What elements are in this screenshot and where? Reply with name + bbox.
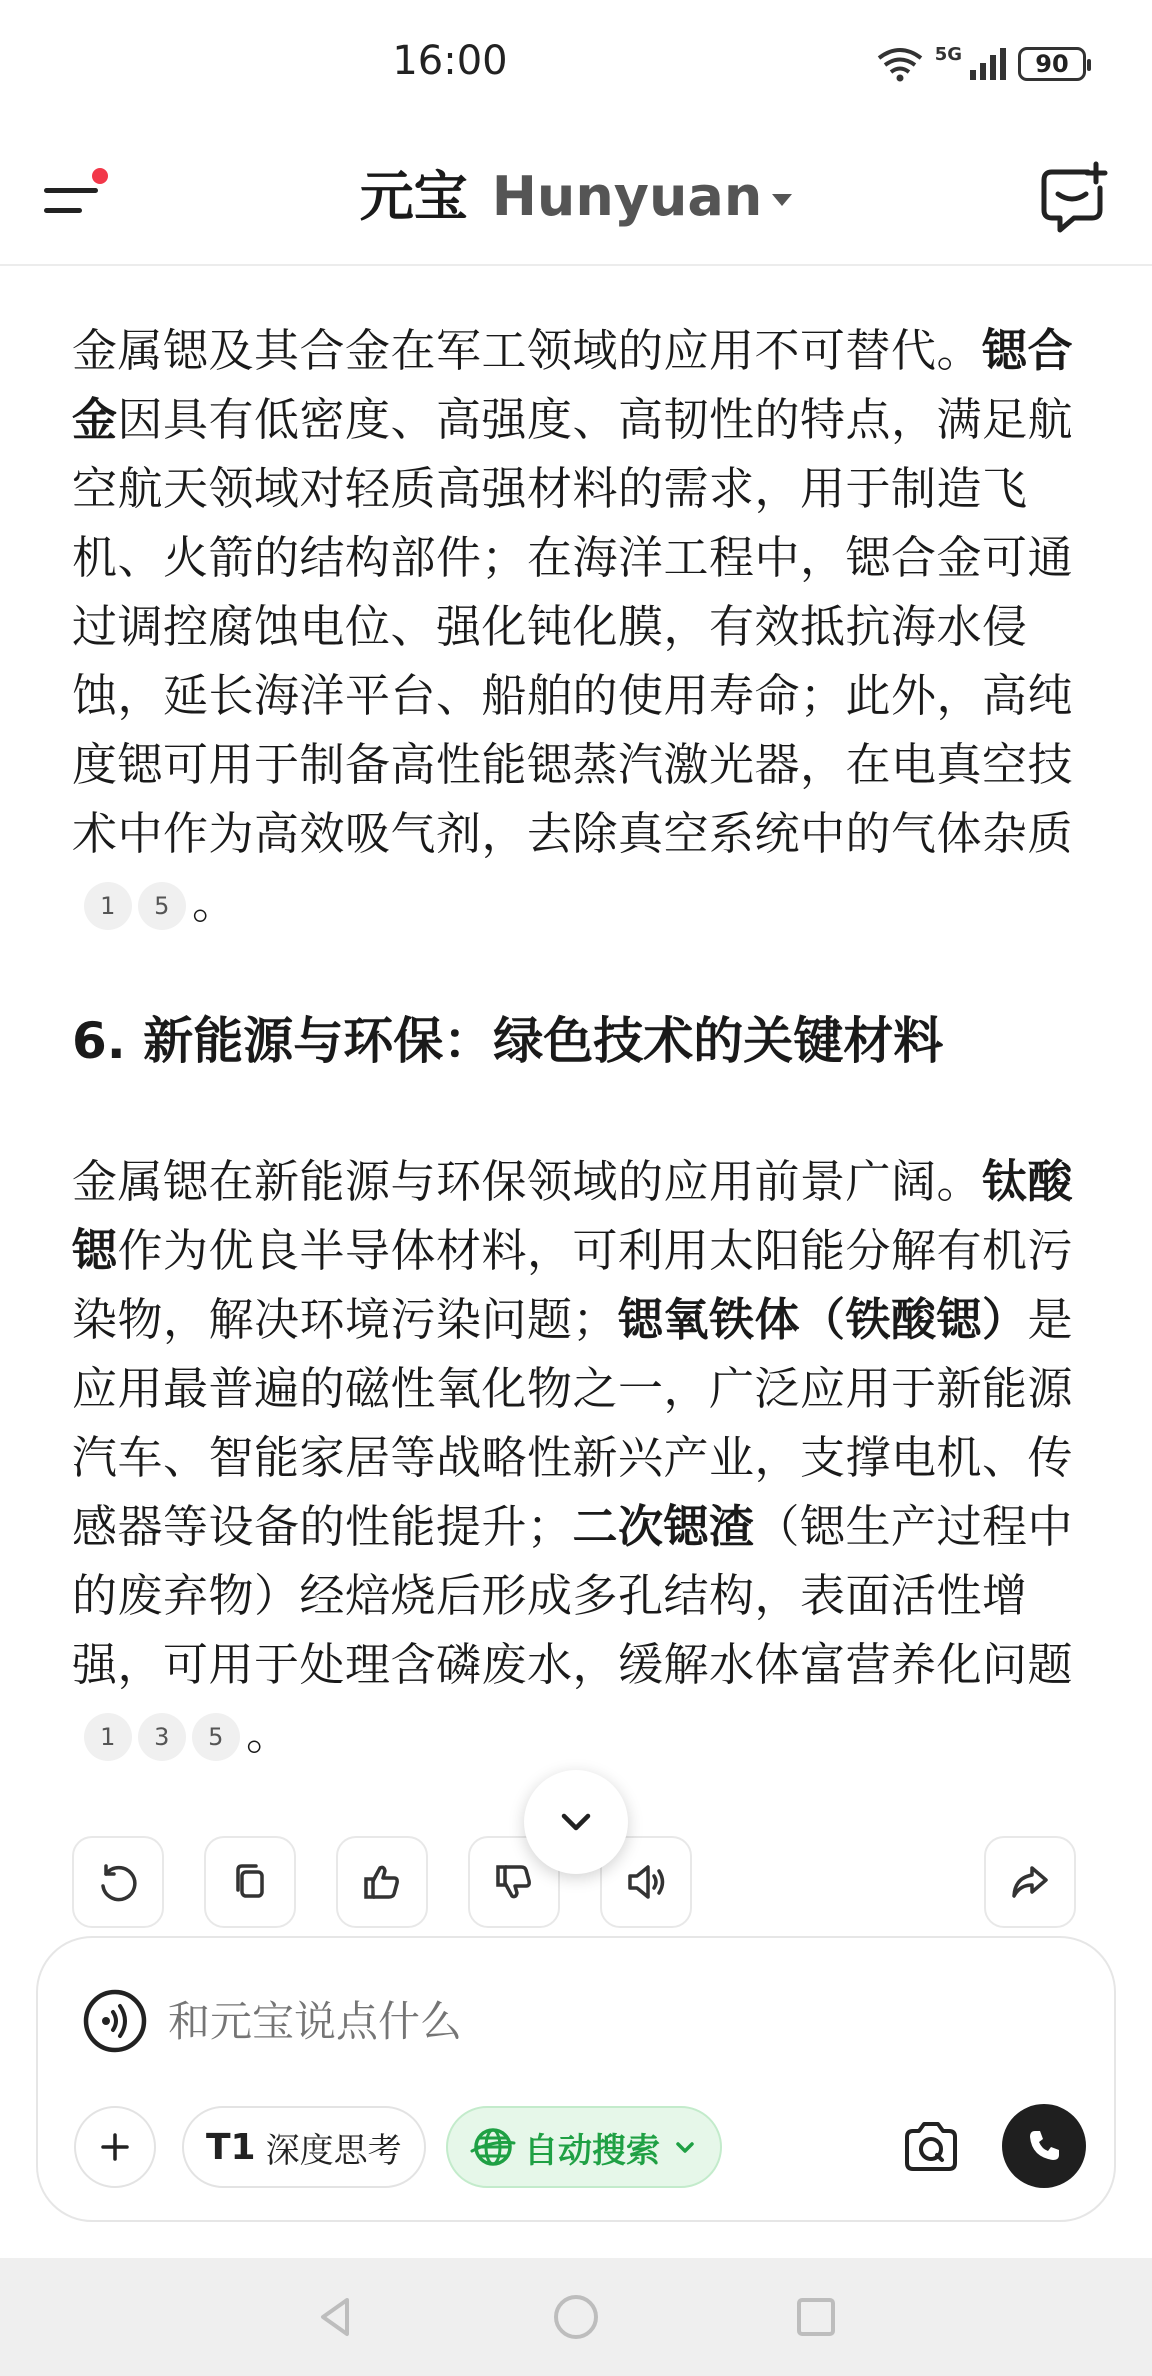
copy-button[interactable] — [204, 1836, 296, 1928]
para2-seg: 作为优良半导体材料，可利用太阳能分解有机污染物，解决环境污染问题； — [72, 1224, 1074, 1346]
para2-seg-bold: 锶氧铁体（铁酸锶） — [618, 1293, 1028, 1346]
citation-badge[interactable]: 3 — [138, 1713, 186, 1761]
chevron-down-icon — [556, 1802, 596, 1842]
system-nav-bar — [0, 2258, 1152, 2376]
para1-seg: 金属锶及其合金在军工领域的应用不可替代。 — [72, 324, 983, 377]
citation-badge[interactable]: 5 — [192, 1713, 240, 1761]
battery-indicator — [1018, 47, 1086, 81]
thumbs-up-icon — [358, 1858, 406, 1906]
para1-seg-bold: 锶合金 — [72, 324, 1074, 446]
model-name: Hunyuan — [491, 165, 763, 228]
regenerate-button[interactable] — [72, 1836, 164, 1928]
scroll-to-bottom-button[interactable] — [524, 1770, 628, 1874]
composer — [36, 1936, 1116, 2222]
network-type: 5G — [934, 43, 962, 65]
chevron-down-icon — [672, 2134, 698, 2160]
plus-icon — [97, 2129, 133, 2165]
para2-seg: 金属锶在新能源与环保领域的应用前景广阔。 — [72, 1155, 983, 1208]
model-badge: T1 — [206, 2126, 256, 2168]
battery-level: 90 — [1035, 50, 1069, 78]
camera-icon — [899, 2117, 963, 2177]
camera-button[interactable] — [890, 2106, 972, 2188]
section-heading: 6. 新能源与环保：绿色技术的关键材料 — [72, 1012, 944, 1070]
auto-search-label: 自动搜索 — [524, 2130, 660, 2171]
nav-recents-button[interactable] — [746, 2258, 886, 2376]
para2-end: 。 — [246, 1707, 292, 1760]
model-selector[interactable] — [492, 165, 793, 228]
wifi-icon — [875, 46, 925, 82]
nav-back-button[interactable] — [266, 2258, 406, 2376]
copy-icon — [226, 1858, 274, 1906]
chevron-down-icon — [772, 194, 792, 206]
status-bar — [0, 0, 1152, 130]
auto-search-toggle[interactable] — [446, 2106, 722, 2188]
para1-end: 。 — [192, 876, 238, 929]
deep-think-label: 深度思考 — [265, 2130, 402, 2171]
new-chat-icon — [1034, 158, 1114, 238]
nav-home-button[interactable] — [506, 2258, 646, 2376]
answer-paragraph-1 — [72, 316, 1080, 937]
attach-button[interactable] — [74, 2106, 156, 2188]
status-icons — [875, 43, 1086, 82]
recents-square-icon — [791, 2292, 841, 2342]
chat-answer — [72, 316, 1080, 1768]
para2-seg: 是应用最普遍的磁性氧化物之一，广泛应用于新能源汽车、智能家居等战略性新兴产业，支撑电机、传感器等设备的性能提升； — [72, 1293, 1074, 1553]
app-header — [0, 130, 1152, 266]
answer-paragraph-2 — [72, 1147, 1080, 1768]
voice-call-button[interactable] — [1002, 2104, 1086, 2188]
para2-seg: （锶生产过程中的废弃物）经焙烧后形成多孔结构，表面活性增强，可用于处理含磷废水，缓解水体富营养化问题 — [72, 1500, 1074, 1691]
new-chat-button[interactable] — [1034, 158, 1114, 238]
para1-seg: 因具有低密度、高强度、高韧性的特点，满足航空航天领域对轻质高强材料的需求，用于制造飞机、火箭的结构部件；在海洋工程中，锶合金可通过调控腐蚀电位、强化钝化膜，有效抵抗海水侵蚀，延长海洋平台、船舶的使用寿命；此外，高纯度锶可用于制备高性能锶蒸汽激光器，在电真空技术中作为高效吸气剂，去除真空系统中的气体杂质 — [72, 393, 1074, 860]
refresh-icon — [94, 1858, 142, 1906]
app-name: 元宝 — [359, 165, 468, 228]
speaker-icon — [622, 1858, 670, 1906]
thumbs-down-icon — [490, 1858, 538, 1906]
header-title — [0, 160, 1152, 234]
para2-seg-bold: 二次锶渣 — [572, 1500, 755, 1553]
phone-icon — [1024, 2126, 1064, 2166]
citation-badge[interactable]: 5 — [138, 882, 186, 930]
citation-badge[interactable]: 1 — [84, 1713, 132, 1761]
citation-badge[interactable]: 1 — [84, 882, 132, 930]
signal-icon — [968, 46, 1008, 82]
status-time: 16:00 — [392, 38, 508, 84]
deep-think-toggle[interactable] — [182, 2106, 426, 2188]
voice-input-icon[interactable] — [82, 1988, 148, 2054]
home-circle-icon — [551, 2292, 601, 2342]
message-input[interactable] — [166, 1988, 870, 2056]
back-triangle-icon — [311, 2292, 361, 2342]
like-button[interactable] — [336, 1836, 428, 1928]
para2-seg-bold: 钛酸锶 — [72, 1155, 1074, 1277]
share-icon — [1006, 1858, 1054, 1906]
globe-icon — [470, 2124, 516, 2170]
share-button[interactable] — [984, 1836, 1076, 1928]
